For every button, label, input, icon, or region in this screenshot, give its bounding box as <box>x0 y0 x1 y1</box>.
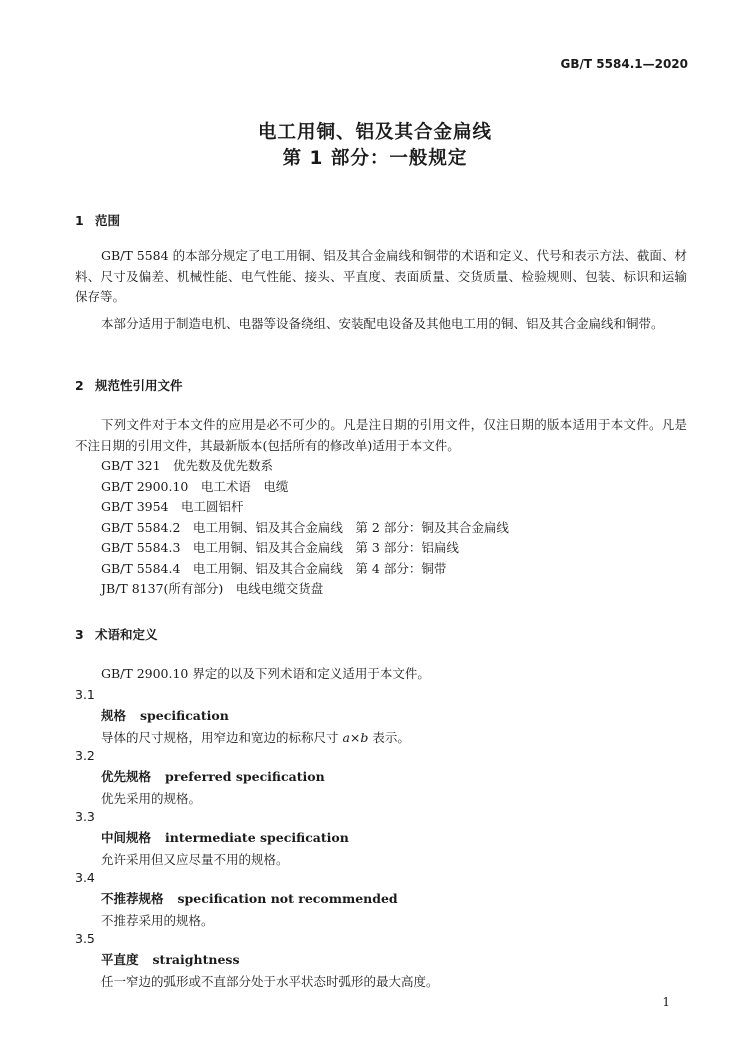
title-line-1: 电工用铜、铝及其合金扁线 <box>257 122 492 143</box>
term-number: 3.3 <box>75 809 95 824</box>
reference-item: GB/T 3954 电工圆铝杆 <box>101 499 244 514</box>
section-3-intro: GB/T 2900.10 界定的以及下列术语和定义适用于本文件。 <box>101 666 430 681</box>
term-heading <box>101 767 325 785</box>
reference-item: GB/T 5584.3 电工用铜、铝及其合金扁线 第 3 部分：铝扁线 <box>101 540 459 555</box>
term-definition: 任一窄边的弧形或不直部分处于水平状态时弧形的最大高度。 <box>101 974 439 989</box>
term-number: 3.1 <box>75 687 95 702</box>
term-definition-variable: a×b <box>342 730 369 745</box>
term-definition: 优先采用的规格。 <box>101 791 202 806</box>
section-3-title: 术语和定义 <box>95 627 158 642</box>
reference-item: GB/T 5584.2 电工用铜、铝及其合金扁线 第 2 部分：铜及其合金扁线 <box>101 519 509 535</box>
section-2-heading <box>75 376 183 394</box>
term-heading <box>101 706 229 724</box>
term-en: intermediate specification <box>165 830 349 845</box>
section-1-paragraph-2: 本部分适用于制造电机、电器等设备绕组、安装配电设备及其他电工用的铜、铝及其合金扁线和铜带。 <box>101 316 664 331</box>
section-2-number: 2 <box>75 378 84 393</box>
section-2-intro: 下列文件对于本文件的应用是必不可少的。凡是注日期的引用文件，仅注日期的版本适用于本文件。凡是不注日期的引用文件，其最新版本(包括所有的修改单)适用于本文件。 <box>75 417 687 453</box>
reference-item: GB/T 2900.10 电工术语 电缆 <box>101 478 289 494</box>
term-en: straightness <box>152 952 240 967</box>
term-definition: 允许采用但又应尽量不用的规格。 <box>101 852 289 867</box>
section-1-paragraph-1: GB/T 5584 的本部分规定了电工用铜、铝及其合金扁线和铜带的术语和定义、代号和表示方法、截面、材料、尺寸及偏差、机械性能、电气性能、接头、平直度、表面质量、交货质量、检验规则、包装、标识和运输保存等。 <box>75 248 687 304</box>
reference-item: GB/T 321 优先数及优先数系 <box>101 458 274 473</box>
term-zh: 中间规格 <box>101 830 152 845</box>
term-zh: 不推荐规格 <box>101 891 164 906</box>
reference-item: JB/T 8137(所有部分) 电线电缆交货盘 <box>101 581 324 596</box>
term-number: 3.5 <box>75 931 95 946</box>
term-zh: 优先规格 <box>101 769 152 784</box>
term-heading <box>101 828 349 846</box>
term-heading <box>101 950 239 968</box>
term-zh: 平直度 <box>101 952 139 967</box>
page-number: 1 <box>662 995 670 1009</box>
section-3-heading <box>75 625 158 643</box>
standard-code: GB/T 5584.1—2020 <box>560 57 688 71</box>
term-zh: 规格 <box>101 708 127 723</box>
title-line-2: 第 1 部分：一般规定 <box>282 148 468 169</box>
section-2-title: 规范性引用文件 <box>95 378 183 393</box>
section-1-title: 范围 <box>95 213 121 228</box>
term-definition: 不推荐采用的规格。 <box>101 913 214 928</box>
term-number: 3.2 <box>75 748 95 763</box>
term-en: specification <box>140 708 229 723</box>
term-heading <box>101 889 398 907</box>
section-1-heading <box>75 211 120 229</box>
term-number: 3.4 <box>75 870 95 885</box>
term-definition-text-end: 表示。 <box>368 730 410 745</box>
term-definition-text: 导体的尺寸规格，用窄边和宽边的标称尺寸 <box>101 730 343 745</box>
normative-reference-list <box>101 456 509 600</box>
section-3-number: 3 <box>75 627 84 642</box>
term-en: preferred specification <box>165 769 325 784</box>
term-definition <box>101 728 410 746</box>
section-1-number: 1 <box>75 213 84 228</box>
term-en: specification not recommended <box>177 891 398 906</box>
reference-item: GB/T 5584.4 电工用铜、铝及其合金扁线 第 4 部分：铜带 <box>101 560 447 576</box>
document-title <box>0 120 750 172</box>
